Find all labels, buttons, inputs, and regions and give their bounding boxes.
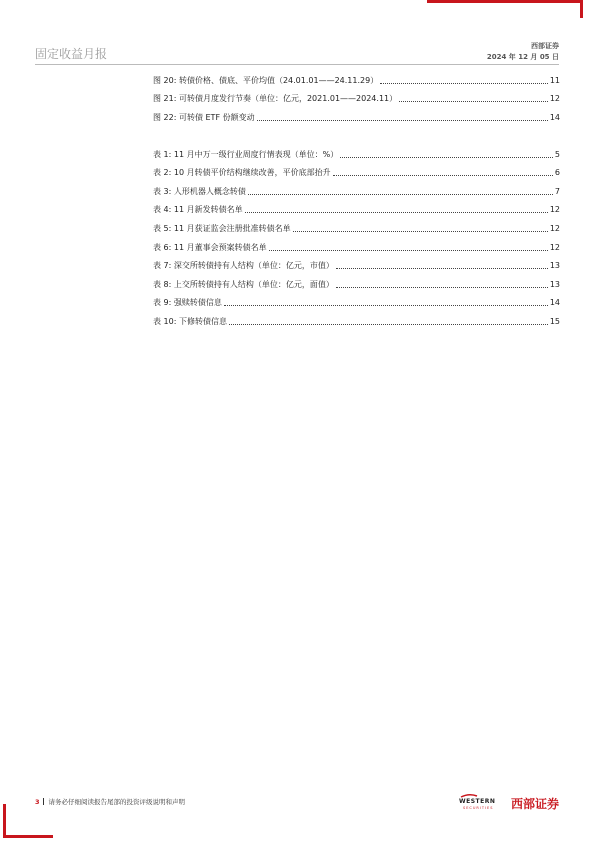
toc-leader bbox=[229, 324, 548, 325]
toc-leader bbox=[269, 250, 548, 251]
toc-entry-page: 14 bbox=[549, 112, 560, 122]
toc-entry-label: 表 10: 下修转债信息 bbox=[153, 316, 227, 326]
toc-entry-page: 6 bbox=[554, 168, 560, 178]
toc-leader bbox=[336, 268, 548, 269]
toc-entry-label: 表 8: 上交所转债持有人结构（单位：亿元，面值） bbox=[153, 279, 334, 289]
header-meta bbox=[487, 41, 559, 63]
toc-leader bbox=[245, 212, 548, 213]
toc-entry[interactable] bbox=[153, 145, 560, 164]
toc-leader bbox=[293, 231, 548, 232]
toc-entry[interactable] bbox=[153, 312, 560, 331]
toc-entry[interactable] bbox=[153, 201, 560, 220]
toc-entry-label: 图 21: 可转债月度发行节奏（单位：亿元，2021.01——2024.11） bbox=[153, 94, 398, 104]
toc-leader bbox=[257, 120, 548, 121]
toc-leader bbox=[340, 157, 553, 158]
toc-entry-label: 表 4: 11 月新发转债名单 bbox=[153, 205, 243, 215]
toc-entry-label: 表 7: 深交所转债持有人结构（单位：亿元，市值） bbox=[153, 261, 334, 271]
report-type: 固定收益月报 bbox=[35, 47, 108, 61]
toc-section-gap bbox=[153, 127, 560, 145]
toc-entry-page: 11 bbox=[549, 75, 560, 85]
toc-entry-label: 图 20: 转债价格、债底、平价均值（24.01.01——24.11.29） bbox=[153, 75, 379, 85]
page-number: 3 bbox=[35, 797, 40, 806]
toc-leader bbox=[248, 194, 553, 195]
toc-leader bbox=[336, 287, 548, 288]
logo-subtitle: SECURITIES bbox=[462, 806, 494, 810]
toc-entry[interactable] bbox=[153, 90, 560, 109]
toc-entry-label: 图 22: 可转债 ETF 份额变动 bbox=[153, 112, 255, 122]
toc-entry-page: 15 bbox=[549, 316, 560, 326]
logo-chinese: 西部证券 bbox=[510, 796, 559, 811]
toc-entry-page: 12 bbox=[549, 94, 560, 104]
toc-entry-page: 13 bbox=[549, 261, 560, 271]
toc-entry[interactable] bbox=[153, 294, 560, 313]
toc-leader bbox=[399, 101, 548, 102]
toc-entry-label: 表 5: 11 月获证监会注册批准转债名单 bbox=[153, 223, 291, 233]
header-divider bbox=[35, 64, 559, 65]
toc-entry[interactable] bbox=[153, 238, 560, 257]
top-corner-frame bbox=[427, 0, 583, 18]
toc-entry-page: 5 bbox=[554, 149, 560, 159]
logo-mark bbox=[459, 793, 509, 813]
toc-entry-page: 14 bbox=[549, 298, 560, 308]
bottom-corner-frame bbox=[3, 804, 53, 838]
toc-entry-page: 7 bbox=[554, 186, 560, 196]
toc-entry[interactable] bbox=[153, 182, 560, 201]
toc-leader bbox=[380, 83, 548, 84]
toc-entry-page: 12 bbox=[549, 205, 560, 215]
table-of-contents bbox=[153, 71, 560, 331]
toc-entry-label: 表 6: 11 月董事会预案转债名单 bbox=[153, 242, 267, 252]
toc-entry[interactable] bbox=[153, 275, 560, 294]
toc-entry-page: 12 bbox=[549, 242, 560, 252]
header-company: 西部证券 bbox=[531, 42, 559, 50]
toc-entry[interactable] bbox=[153, 71, 560, 90]
toc-entry[interactable] bbox=[153, 219, 560, 238]
page-footer bbox=[35, 797, 185, 806]
toc-entry-label: 表 9: 强赎转债信息 bbox=[153, 298, 222, 308]
toc-entry-label: 表 2: 10 月转债平价结构继续改善，平价底部抬升 bbox=[153, 168, 331, 178]
toc-leader bbox=[333, 175, 553, 176]
footer-disclaimer: 请务必仔细阅读报告尾部的投资评级说明和声明 bbox=[48, 798, 186, 806]
logo-english: WESTERN bbox=[458, 798, 496, 805]
company-logo bbox=[459, 793, 559, 813]
toc-entry-label: 表 1: 11 月中万一级行业周度行情表现（单位：%） bbox=[153, 149, 339, 159]
toc-entry-label: 表 3: 人形机器人概念转债 bbox=[153, 186, 246, 196]
toc-entry-page: 13 bbox=[549, 279, 560, 289]
toc-entry-page: 12 bbox=[549, 223, 560, 233]
toc-entry[interactable] bbox=[153, 256, 560, 275]
header-date: 2024 年 12 月 05 日 bbox=[486, 53, 559, 61]
toc-leader bbox=[224, 305, 548, 306]
toc-entry[interactable] bbox=[153, 108, 560, 127]
toc-entry[interactable] bbox=[153, 163, 560, 182]
